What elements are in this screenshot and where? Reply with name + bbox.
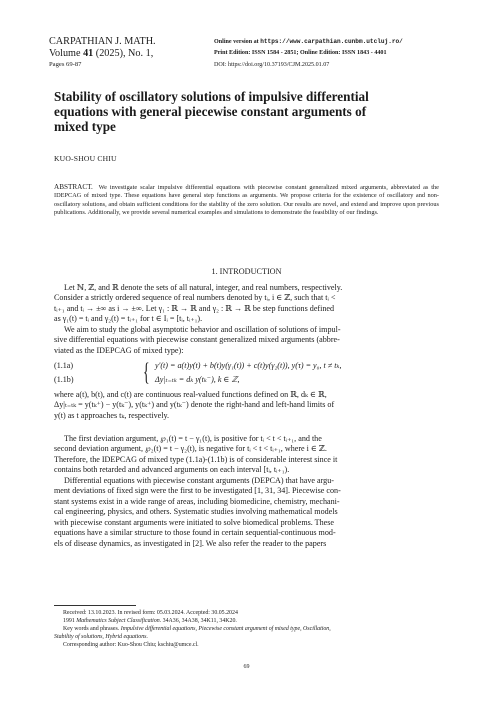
equation-body: Δy|ₜ₌ₜₖ = dₖ y(tₖ⁻), k ∈ ℤ, [155,375,240,384]
page-number: 69 [243,664,250,670]
issn-line: Print Edition: ISSN 1584 - 2851; Online Edition: ISSN 1843 - 4401 [214,50,387,57]
msc-label: Mathematics Subject Classification. [76,618,162,625]
text-line: where a(t), b(t), and c(t) are continuous real-valued functions defined on ℝ, dₖ ∈ ℝ, [54,390,327,399]
keywords-text-continued: Stability of solutions, Hybrid equations. [54,634,148,641]
text-line: tᵢ₊₁ and tᵢ → ±∞ as i → ±∞. Let γ₁ : ℝ → ℝ and γ₂ : ℝ → ℝ be step functions defined [54,303,335,313]
keywords-label: Key words and phrases. [63,626,120,633]
text-line: stant systems exist in a wide range of areas, including biomedicine, chemistry, mechani- [54,496,340,506]
abstract-text: We investigate scalar impulsive differential equations with piecewise constant generalized mixed arguments, abbreviated as the IDEPCAG of mixed type. These equations have general step functions as arguments. We propose criteria for the existence of oscillatory and non-oscillatory solutions, and obtain sufficient conditions for the stability of the zero solution. Our results are novel, and extend and improve upon previous publications. Additionally, we provide several numerical examples and simulations to demonstrate the feasibility of our findings. [54,184,439,217]
equation-block [54,360,454,386]
online-url[interactable]: https://www.carpathian.cunbm.utcluj.ro/ [260,38,403,45]
online-version [214,36,403,48]
footnotes [54,609,331,649]
publication-info [214,36,403,71]
equation-brace: { [143,359,150,386]
msc-year: 1991 [63,618,77,625]
text-line: We aim to study the global asymptotic behavior and oscillation of solutions of impul- [64,325,341,334]
text-line: viated as the IDEPCAG of mixed type): [54,345,184,355]
volume-suffix: (2025), No. 1, [93,47,154,59]
text-line: The first deviation argument, ℘₁(t) = t − γ₁(t), is positive for tᵢ < t < tᵢ₊₁, and the [64,434,322,443]
journal-header [49,36,156,71]
text-line: els of disease dynamics, as investigated in [2]. We also refer the reader to the papers [54,538,327,548]
title-line: mixed type [54,119,116,135]
text-line: as γ₁(t) = tᵢ and γ₂(t) = tᵢ₊₁ for t ∈ Iᵢ = [tᵢ, tᵢ₊₁). [54,314,203,324]
keywords-continued [54,633,331,641]
paper-title [54,89,454,135]
text-line: second deviation argument, ℘₂(t) = t − γ₂(t), is negative for tᵢ < t < tᵢ₊₁, where i ∈ ℤ. [54,444,327,454]
author-name: KUO-SHOU CHIU [54,154,117,163]
text-line: equations have a similar structure to those found in certain sequential-continuous mod- [54,528,336,538]
msc-classification [63,617,331,625]
keywords [63,625,331,633]
keywords-text: Impulsive differential equations, Piecewise constant argument of mixed type, Oscillation, [119,626,331,633]
paragraph-deviation [54,434,439,476]
received-dates: Received: 13.10.2023. In revised form: 05.03.2024. Accepted: 30.05.2024 [63,610,238,616]
text-line: y(t) as t approaches tₖ, respectively. [54,410,170,420]
equation-tag: (1.1a) [54,361,74,370]
page-range: Pages 69-87 [49,61,82,68]
footnote-rule [54,605,136,606]
online-prefix: Online version at [214,39,261,45]
text-line: sive differential equations with piecewise constant generalized mixed arguments (abbre- [54,335,340,345]
journal-name: CARPATHIAN J. MATH. [49,36,156,47]
paragraph-depca [54,476,439,549]
title-line: equations with general piecewise constant arguments of [54,104,367,120]
text-line: with piecewise constant arguments were initiated to solve biomedical problems. These [54,517,334,527]
text-line: Let ℕ, ℤ, and ℝ denote the sets of all natural, integer, and real numbers, respectively. [64,283,343,292]
volume-number: 41 [83,47,94,59]
msc-codes: 34A36, 34A38, 34K11, 34K20. [161,618,237,625]
equation-body: y′(t) = a(t)y(t) + b(t)y(γ₁(t)) + c(t)y(γ₂(t)), y(τ) = y₀, t ≠ tₖ, [155,361,342,370]
abstract-label: ABSTRACT. [54,183,93,191]
abstract [54,183,439,218]
equation-tag: (1.1b) [54,375,74,384]
section-heading: 1. INTRODUCTION [211,267,282,276]
text-line: Consider a strictly ordered sequence of real numbers denoted by tᵢ, i ∈ ℤ, such that tᵢ < [54,293,336,303]
title-line: Stability of oscillatory solutions of impulsive differential [54,89,369,104]
doi-link[interactable]: DOI: https://doi.org/10.37193/CJM.2025.01.07 [214,61,330,68]
text-line: Therefore, the IDEPCAG of mixed type (1.1a)-(1.1b) is of considerable interest since it [54,454,338,464]
text-line: Δy|ₜ₌ₜₖ = y(tₖ⁺) − y(tₖ⁻), y(tₖ⁺) and y(tₖ⁻) denote the right-hand and left-hand limits of [54,400,335,410]
text-line: ment deviations of fixed sign were the first to be investigated [1, 31, 34]. Piecewise con- [54,486,341,496]
text-line: cal engineering, physics, and others. Systematic studies involving mathematical models [54,507,338,517]
corresponding-author: Corresponding author: Kuo-Shou Chiu; kschiu@umce.cl. [63,642,199,649]
volume-prefix: Volume [49,47,84,59]
text-line: contains both retarded and advanced arguments on each interval [tᵢ, tᵢ₊₁). [54,465,290,475]
paragraph-aim [54,325,439,356]
volume-info [49,48,156,60]
paragraph-intro [54,283,439,325]
text-line: Differential equations with piecewise constant arguments (DEPCA) that have argu- [64,476,334,485]
paragraph-where [54,390,439,421]
